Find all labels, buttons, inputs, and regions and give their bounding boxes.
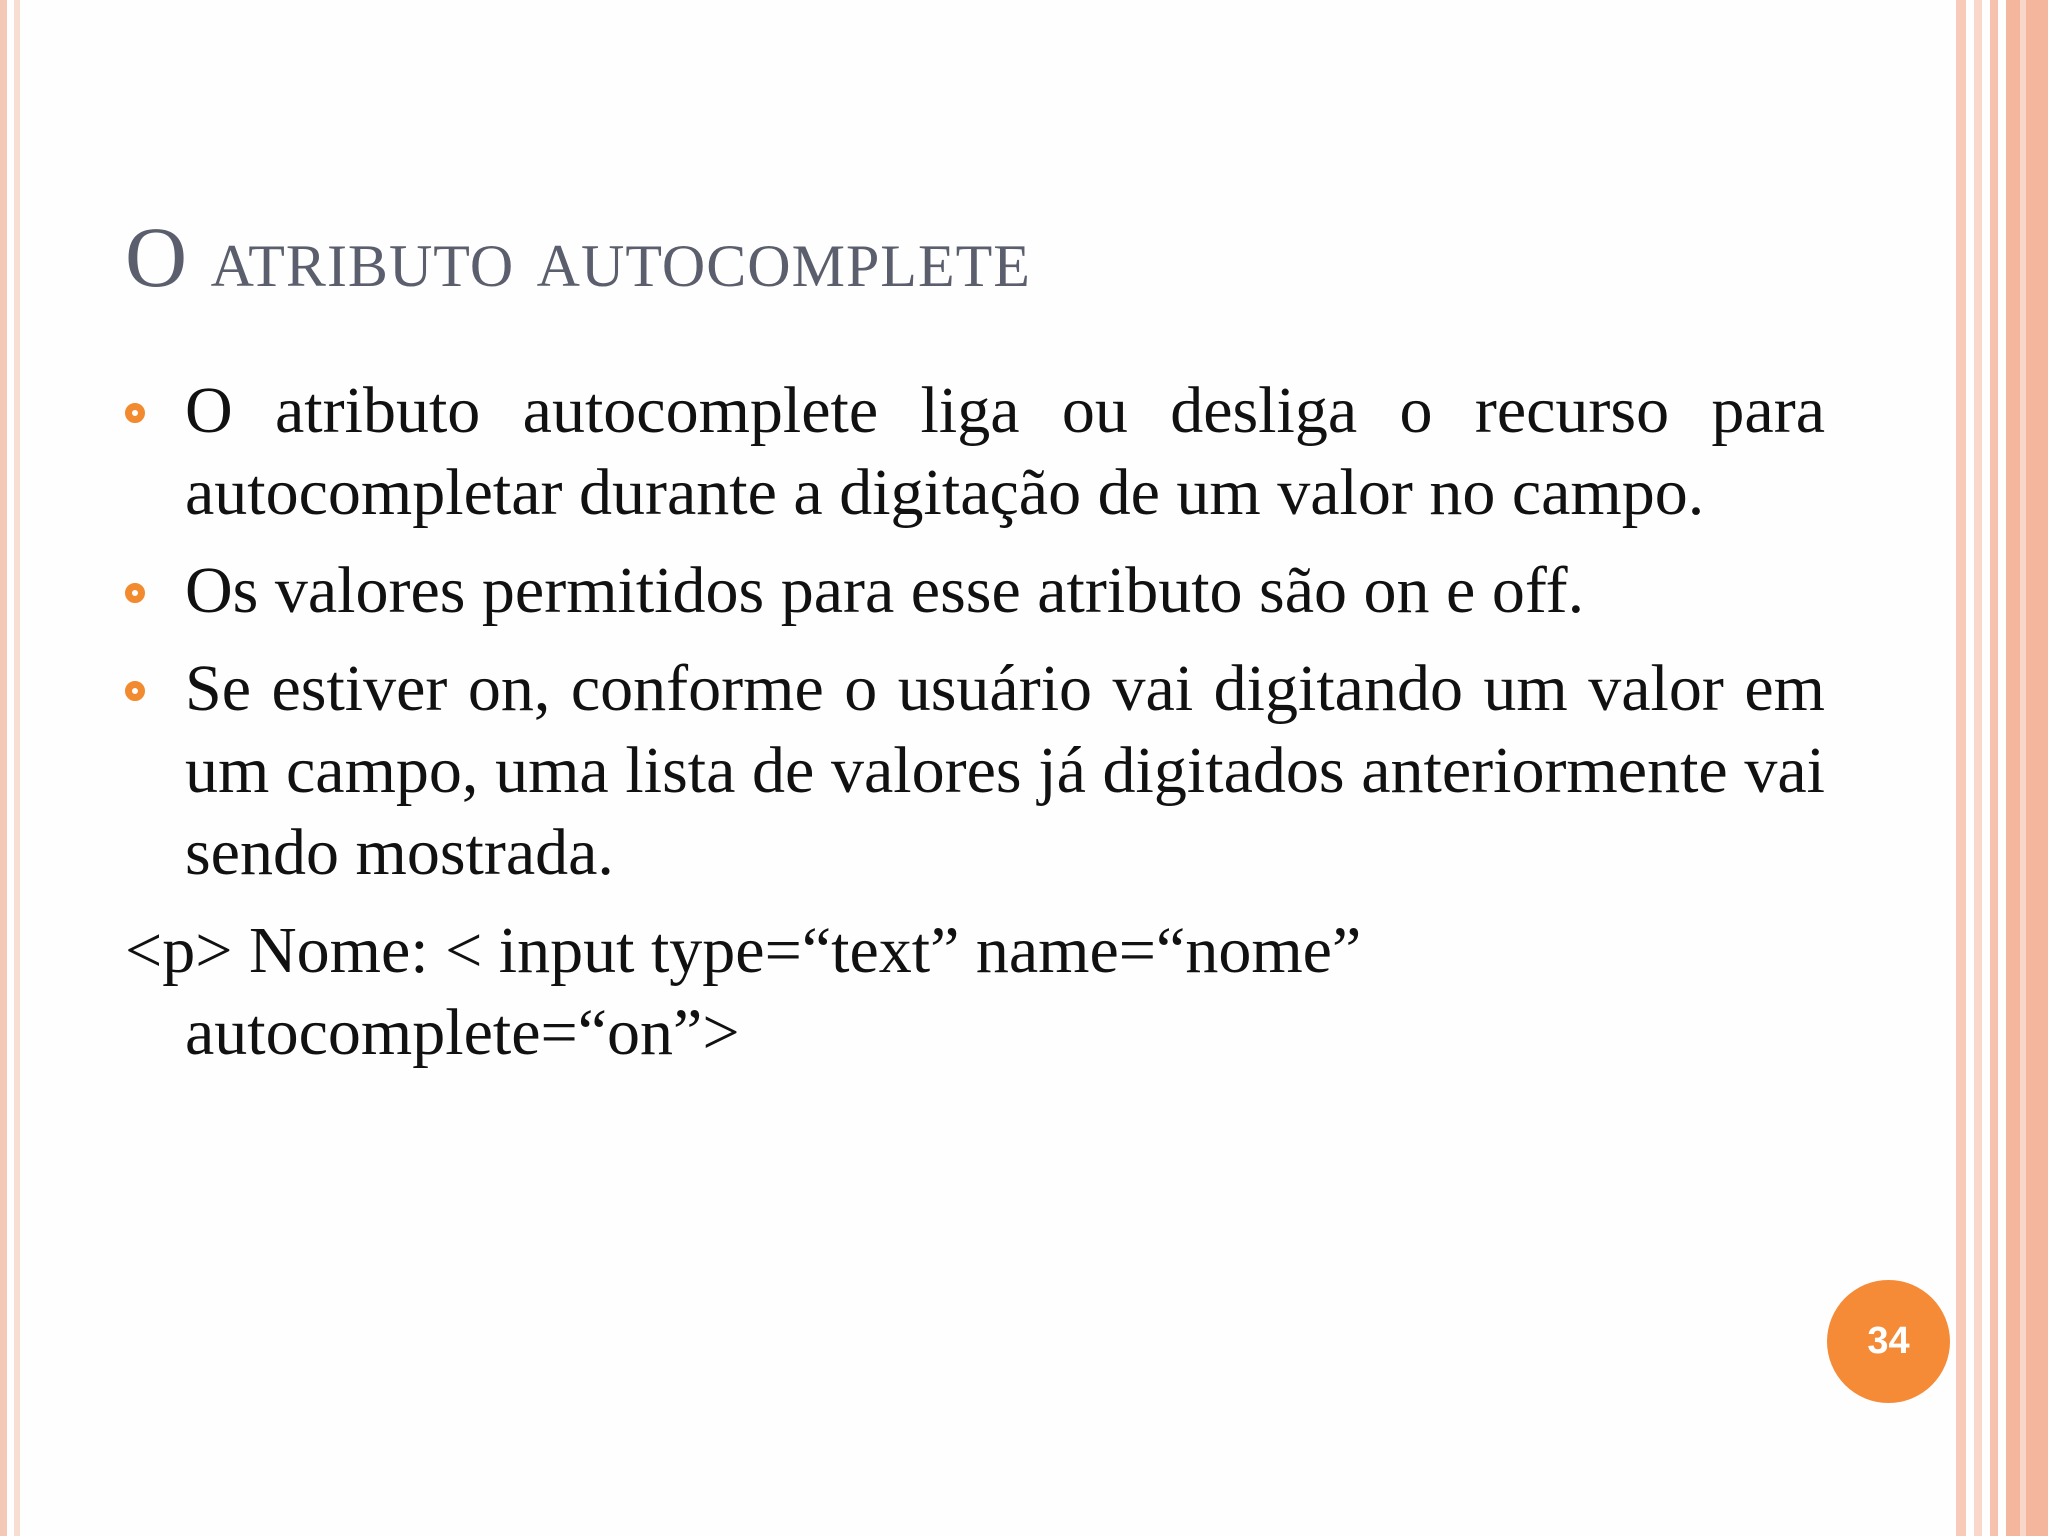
- slide-content: [125, 370, 1825, 1074]
- bullet-text-1: O atributo autocomplete liga ou desliga o recurso para autocompletar durante a digitação de um valor no campo.: [185, 374, 1825, 529]
- right-decorative-stripe-2: [1974, 0, 1982, 1536]
- html-code-example: <p> Nome: < input type=“text” name=“nome” autocomplete=“on”>: [125, 914, 1362, 1069]
- right-decorative-stripe-5: [2020, 0, 2026, 1536]
- orange-ring-bullet-icon: [125, 403, 145, 423]
- right-decorative-stripe-3: [1990, 0, 1998, 1536]
- right-decorative-stripe-4: [2006, 0, 2048, 1536]
- right-decorative-stripe-1: [1956, 0, 1966, 1536]
- bullet-item: [125, 648, 1825, 894]
- left-decorative-stripe: [0, 0, 7, 1536]
- bullet-list: [125, 370, 1825, 894]
- page-number-badge: 34: [1827, 1280, 1950, 1403]
- left-decorative-stripe-secondary: [14, 0, 20, 1536]
- orange-ring-bullet-icon: [125, 583, 145, 603]
- orange-ring-bullet-icon: [125, 681, 145, 701]
- bullet-text-2: Os valores permitidos para esse atributo são on e off.: [185, 554, 1585, 627]
- slide-title: O atributo autocomplete: [125, 209, 1031, 305]
- bullet-item: [125, 370, 1825, 534]
- bullet-item: [125, 550, 1825, 632]
- bullet-text-3: Se estiver on, conforme o usuário vai digitando um valor em um campo, uma lista de valores já digitados anteriormente vai sendo mostrada.: [185, 652, 1825, 889]
